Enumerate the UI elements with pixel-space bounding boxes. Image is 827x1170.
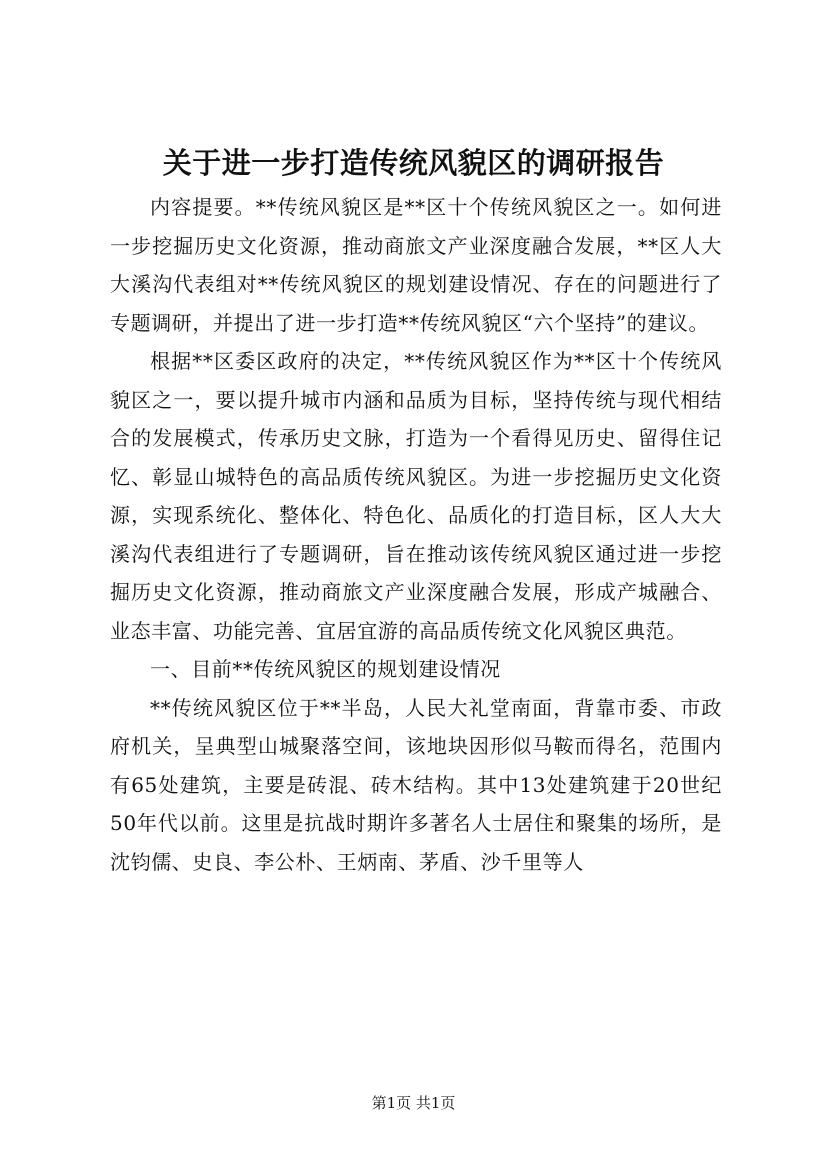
- page-footer: 第1页 共1页: [371, 1094, 456, 1112]
- paragraph-location: **传统风貌区位于**半岛，人民大礼堂南面，背靠市委、市政府机关，呈典型山城聚落空间，该地块因形似马鞍而得名，范围内有65处建筑，主要是砖混、砖木结构。其中13处建筑建于20世纪50年代以前。这里是抗战时期许多著名人士居住和聚集的场所，是沈钧儒、史良、李公朴、王炳南、茅盾、沙千里等人: [110, 695, 722, 874]
- paragraph-background: 根据**区委区政府的决定，**传统风貌区作为**区十个传统风貌区之一，要以提升城市内涵和品质为目标，坚持传统与现代相结合的发展模式，传承历史文脉，打造为一个看得见历史、留得住记忆、彰显山城特色的高品质传统风貌区。为进一步挖掘历史文化资源，实现系统化、整体化、特色化、品质化的打造目标，区人大大溪沟代表组进行了专题调研，旨在推动该传统风貌区通过进一步挖掘历史文化资源，推动商旅文产业深度融合发展，形成产城融合、业态丰富、功能完善、宜居宜游的高品质传统文化风貌区典范。: [110, 349, 722, 643]
- document-body: [110, 188, 722, 881]
- section-heading: 一、目前**传统风貌区的规划建设情况: [150, 657, 501, 681]
- paragraph-summary: 内容提要。**传统风貌区是**区十个传统风貌区之一。如何进一步挖掘历史文化资源，推动商旅文产业深度融合发展，**区人大大溪沟代表组对**传统风貌区的规划建设情况、存在的问题进行了专题调研，并提出了进一步打造**传统风貌区“六个坚持”的建议。: [110, 195, 722, 335]
- document-title: 关于进一步打造传统风貌区的调研报告: [162, 146, 665, 180]
